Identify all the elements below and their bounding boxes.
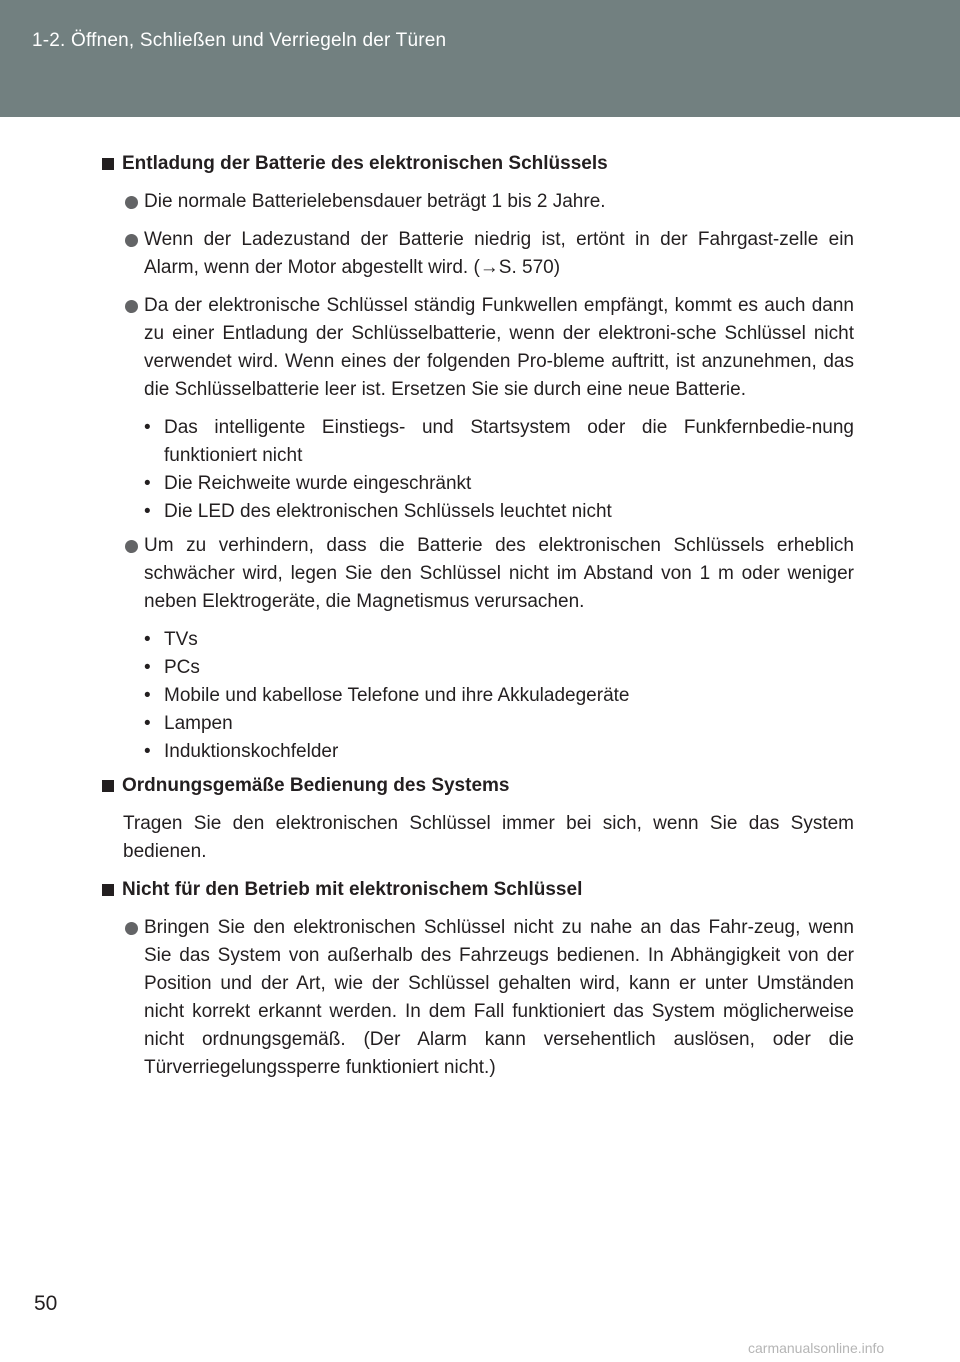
paragraph: Tragen Sie den elektronischen Schlüssel immer bei sich, wenn Sie das System bedienen. (123, 813, 854, 862)
circle-bullet-icon (125, 922, 138, 935)
chapter-header-bar (0, 0, 960, 117)
section-heading-text: Ordnungsgemäße Bedienung des Systems (122, 775, 510, 796)
watermark: carmanualsonline.info (748, 1340, 885, 1356)
square-bullet-icon (102, 884, 114, 896)
circle-bullet-icon (125, 540, 138, 553)
sub-list-item-text: Das intelligente Einstiegs- und Startsystem oder die Funkfernbedie-nung funktioniert nicht (164, 417, 854, 466)
list-item (100, 188, 854, 216)
section-heading-battery (100, 150, 854, 178)
list-item (100, 914, 854, 1082)
section-heading-text: Entladung der Batterie des elektronischen Schlüssels (122, 153, 608, 174)
dot-bullet-icon: • (144, 417, 151, 438)
list-item (100, 292, 854, 404)
square-bullet-icon (102, 158, 114, 170)
section-heading-operation (100, 772, 854, 800)
list-item-text: Wenn der Ladezustand der Batterie niedrig ist, ertönt in der Fahrgast-zelle ein Alarm, wenn der Motor abgestellt wird. (→S. 570) (144, 229, 854, 278)
sub-list-problems (100, 414, 854, 526)
list-item-text: Um zu verhindern, dass die Batterie des elektronischen Schlüssels erheblich schwächer wird, legen Sie den Schlüssel nicht im Abstand von 1 m oder weniger neben Elektrogeräte, die Magnetismus verursachen. (144, 535, 854, 612)
sub-list-item-text: Die LED des elektronischen Schlüssels leuchtet nicht (164, 501, 612, 522)
section-heading-text: Nicht für den Betrieb mit elektronischem Schlüssel (122, 879, 583, 900)
sub-list-item (100, 710, 854, 738)
chapter-title: 1-2. Öffnen, Schließen und Verriegeln der Türen (32, 30, 447, 51)
sub-list-devices (100, 626, 854, 766)
dot-bullet-icon: • (144, 741, 151, 762)
circle-bullet-icon (125, 300, 138, 313)
sub-list-item (100, 626, 854, 654)
sub-list-item (100, 654, 854, 682)
dot-bullet-icon: • (144, 501, 151, 522)
sub-list-item (100, 682, 854, 710)
sub-list-item (100, 470, 854, 498)
circle-bullet-icon (125, 196, 138, 209)
list-item (100, 532, 854, 616)
sub-list-item-text: Die Reichweite wurde eingeschränkt (164, 473, 472, 494)
dot-bullet-icon: • (144, 473, 151, 494)
sub-list-item-text: PCs (164, 657, 200, 678)
list-item-text: Bringen Sie den elektronischen Schlüssel nicht zu nahe an das Fahr-zeug, wenn Sie das System von außerhalb des Fahrzeugs bedienen. In Abhängigkeit von der Position und der Art, wie der Schlüssel gehalten wird, kann er unter Umständen nicht korrekt erkannt werden. In dem Fall funktioniert das System möglicherweise nicht ordnungsgemäß. (Der Alarm kann versehentlich auslösen, oder die Türverriegelungssperre funktioniert nicht.) (144, 917, 854, 1078)
dot-bullet-icon: • (144, 629, 151, 650)
list-item (100, 226, 854, 282)
page-content (100, 150, 854, 1092)
list-item-text: Die normale Batterielebensdauer beträgt 1 bis 2 Jahre. (144, 191, 606, 212)
sub-list-item-text: TVs (164, 629, 198, 650)
square-bullet-icon (102, 780, 114, 792)
sub-list-item (100, 414, 854, 470)
sub-list-item-text: Induktionskochfelder (164, 741, 339, 762)
page-number: 50 (34, 1292, 58, 1315)
dot-bullet-icon: • (144, 685, 151, 706)
sub-list-item-text: Lampen (164, 713, 233, 734)
section-heading-not-for-operation (100, 876, 854, 904)
circle-bullet-icon (125, 234, 138, 247)
sub-list-item (100, 498, 854, 526)
list-item-text: Da der elektronische Schlüssel ständig Funkwellen empfängt, kommt es auch dann zu einer Entladung der Schlüsselbatterie, wenn der elektroni-sche Schlüssel nicht verwendet wird. Wenn eines der folgenden Pro-bleme auftritt, ist anzunehmen, das die Schlüsselbatterie leer ist. Ersetzen Sie sie durch eine neue Batterie. (144, 295, 854, 400)
sub-list-item (100, 738, 854, 766)
dot-bullet-icon: • (144, 713, 151, 734)
sub-list-item-text: Mobile und kabellose Telefone und ihre Akkuladegeräte (164, 685, 630, 706)
dot-bullet-icon: • (144, 657, 151, 678)
